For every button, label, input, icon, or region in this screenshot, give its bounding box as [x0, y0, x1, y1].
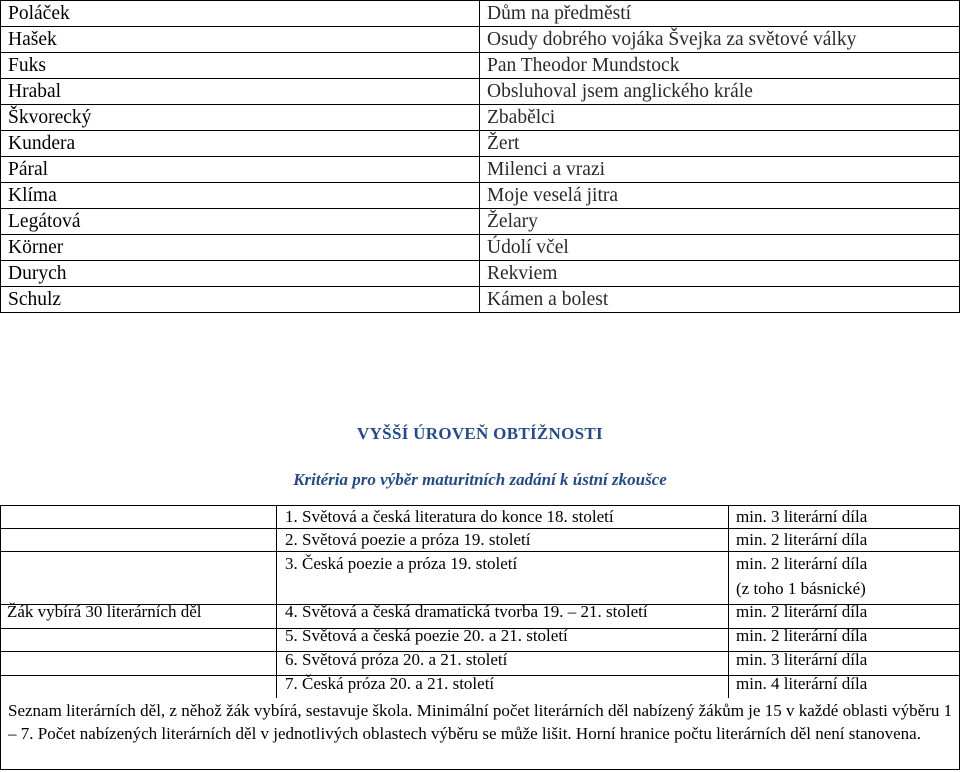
criteria-area-7: 7. Česká próza 20. a 21. století	[285, 674, 495, 693]
criteria-min-4: min. 2 literární díla	[736, 602, 868, 621]
authors-table	[0, 0, 960, 313]
work-title: Milenci a vrazi	[480, 157, 960, 183]
author-row	[1, 105, 960, 131]
work-title: Pan Theodor Mundstock	[480, 53, 960, 79]
criteria-table	[0, 505, 960, 698]
author-row	[1, 209, 960, 235]
criteria-note-3: (z toho 1 básnické)	[736, 579, 866, 598]
criteria-min-7: min. 4 literární díla	[736, 674, 868, 693]
author-name: Škvorecký	[1, 105, 480, 131]
author-row	[1, 27, 960, 53]
criteria-min-1: min. 3 literární díla	[736, 507, 868, 526]
work-title: Osudy dobrého vojáka Švejka za světové války	[480, 27, 960, 53]
author-name: Hrabal	[1, 79, 480, 105]
author-name: Durych	[1, 261, 480, 287]
author-row	[1, 1, 960, 27]
work-title: Zbabělci	[480, 105, 960, 131]
author-row	[1, 79, 960, 105]
author-name: Klíma	[1, 183, 480, 209]
author-row	[1, 261, 960, 287]
author-name: Poláček	[1, 1, 480, 27]
work-title: Údolí včel	[480, 235, 960, 261]
work-title: Kámen a bolest	[480, 287, 960, 313]
author-name: Körner	[1, 235, 480, 261]
work-title: Rekviem	[480, 261, 960, 287]
author-row	[1, 131, 960, 157]
criteria-min-2: min. 2 literární díla	[736, 530, 868, 549]
author-row	[1, 287, 960, 313]
author-name: Legátová	[1, 209, 480, 235]
author-row	[1, 157, 960, 183]
work-title: Moje veselá jitra	[480, 183, 960, 209]
author-row	[1, 53, 960, 79]
work-title: Žert	[480, 131, 960, 157]
criteria-area-4: 4. Světová a česká dramatická tvorba 19. – 21. století	[285, 602, 648, 621]
author-name: Hašek	[1, 27, 480, 53]
work-title: Obsluhoval jsem anglického krále	[480, 79, 960, 105]
level-heading: VYŠŠÍ ÚROVEŇ OBTÍŽNOSTI	[357, 424, 603, 443]
criteria-min-6: min. 3 literární díla	[736, 650, 868, 669]
criteria-area-6: 6. Světová próza 20. a 21. století	[285, 650, 508, 669]
author-row	[1, 183, 960, 209]
work-title: Želary	[480, 209, 960, 235]
criteria-area-1: 1. Světová a česká literatura do konce 18. století	[285, 507, 614, 526]
criteria-min-5: min. 2 literární díla	[736, 626, 868, 645]
criteria-area-5: 5. Světová a česká poezie 20. a 21. století	[285, 626, 568, 645]
author-name: Páral	[1, 157, 480, 183]
criteria-area-3: 3. Česká poezie a próza 19. století	[285, 554, 518, 573]
author-name: Kundera	[1, 131, 480, 157]
work-title: Dům na předměstí	[480, 1, 960, 27]
criteria-min-3: min. 2 literární díla	[736, 554, 868, 573]
criteria-subheading: Kritéria pro výběr maturitních zadání k ústní zkoušce	[293, 470, 667, 489]
footer-note-box	[0, 698, 960, 770]
author-name: Schulz	[1, 287, 480, 313]
footer-note: Seznam literárních děl, z něhož žák vybírá, sestavuje škola. Minimální počet literárních děl nabízený žákům je 15 v každé oblasti výběru 1 – 7. Počet nabízených literárních děl v jednotlivých oblastech výběru se může lišit. Horní hranice počtu literárních děl není stanovena.	[8, 701, 953, 743]
author-row	[1, 235, 960, 261]
author-name: Fuks	[1, 53, 480, 79]
criteria-left-label: Žák vybírá 30 literárních děl	[7, 602, 202, 621]
criteria-area-2: 2. Světová poezie a próza 19. století	[285, 530, 531, 549]
